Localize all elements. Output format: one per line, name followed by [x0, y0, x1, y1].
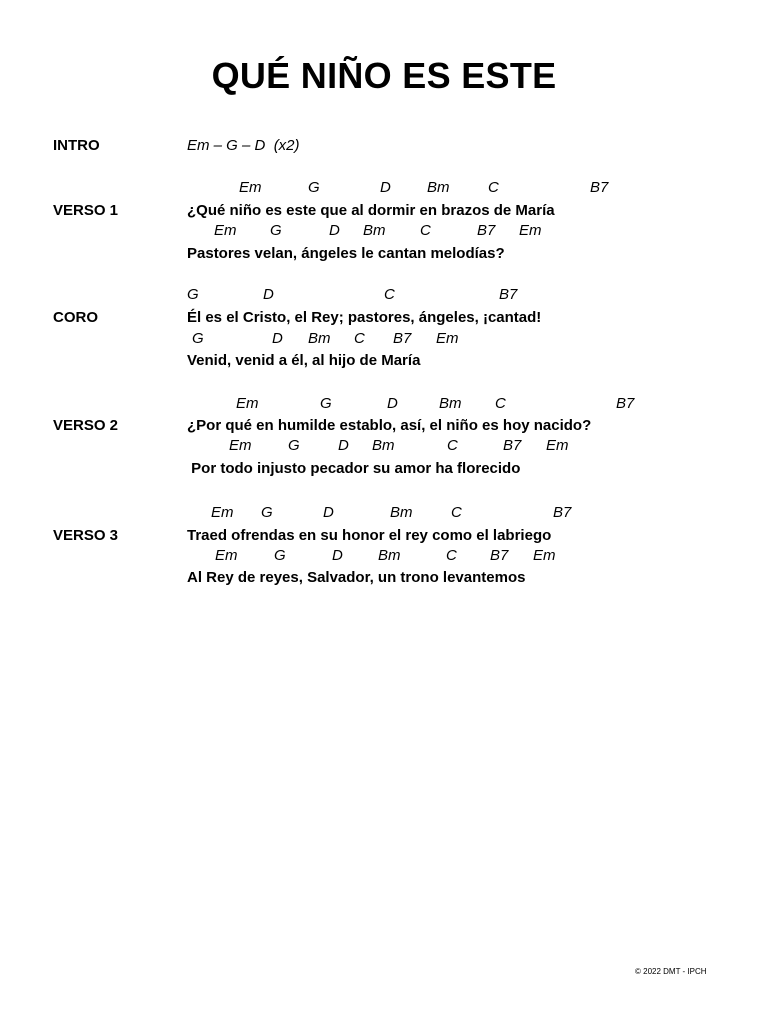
section-label-coro: CORO — [53, 309, 98, 326]
chord: D — [323, 504, 334, 521]
lyric-line: Traed ofrendas en su honor el rey como el labriego — [187, 527, 552, 544]
chord: G — [308, 179, 320, 196]
chord: G — [274, 547, 286, 564]
chord: Em — [215, 547, 238, 564]
section-label-intro: INTRO — [53, 137, 100, 154]
chord: B7 — [616, 395, 635, 412]
chord: Em — [239, 179, 262, 196]
intro-chords: Em – G – D (x2) — [187, 137, 300, 154]
chord: C — [446, 547, 457, 564]
lyric-line: ¿Qué niño es este que al dormir en brazos de María — [187, 202, 555, 219]
chord: Bm — [390, 504, 413, 521]
chord: Em — [519, 222, 542, 239]
chord: Bm — [378, 547, 401, 564]
chord: D — [380, 179, 391, 196]
chord: Em — [436, 330, 459, 347]
chord: Em — [236, 395, 259, 412]
section-label-verso-2: VERSO 2 — [53, 417, 119, 434]
chord: B7 — [490, 547, 509, 564]
chord: D — [387, 395, 398, 412]
chord: G — [192, 330, 204, 347]
chord: Em — [229, 437, 252, 454]
chord: G — [270, 222, 282, 239]
chord: Bm — [308, 330, 331, 347]
chord: G — [187, 286, 199, 303]
chord: G — [288, 437, 300, 454]
chord: Bm — [363, 222, 386, 239]
chord: C — [384, 286, 395, 303]
chord: B7 — [590, 179, 609, 196]
chord: Bm — [372, 437, 395, 454]
section-label-verso-1: VERSO 1 — [53, 202, 119, 219]
chord: B7 — [503, 437, 522, 454]
chord: C — [488, 179, 499, 196]
chord: Bm — [427, 179, 450, 196]
lyric-line: Venid, venid a él, al hijo de María — [187, 352, 421, 369]
chord: G — [320, 395, 332, 412]
chord: G — [261, 504, 273, 521]
lyric-line: Al Rey de reyes, Salvador, un trono levantemos — [187, 569, 526, 586]
chord: B7 — [393, 330, 412, 347]
song-title: QUÉ NIÑO ES ESTE — [211, 55, 557, 96]
chord: Em — [546, 437, 569, 454]
chord: D — [272, 330, 283, 347]
lyric-line: Pastores velan, ángeles le cantan melodías? — [187, 245, 505, 262]
chord: D — [338, 437, 349, 454]
chord: Em — [214, 222, 237, 239]
chord: C — [420, 222, 431, 239]
chord: C — [447, 437, 458, 454]
copyright-footer: © 2022 DMT - IPCH — [635, 967, 707, 976]
chord: D — [329, 222, 340, 239]
chord: D — [332, 547, 343, 564]
section-label-verso-3: VERSO 3 — [53, 527, 119, 544]
chord: Em — [211, 504, 234, 521]
chord: C — [495, 395, 506, 412]
chord: B7 — [553, 504, 572, 521]
chord: D — [263, 286, 274, 303]
lyric-line: ¿Por qué en humilde establo, así, el niño es hoy nacido? — [187, 417, 592, 434]
chord: B7 — [477, 222, 496, 239]
lyric-line: Por todo injusto pecador su amor ha florecido — [187, 460, 521, 477]
chord: B7 — [499, 286, 518, 303]
chord: Bm — [439, 395, 462, 412]
chord: C — [451, 504, 462, 521]
chord: Em — [533, 547, 556, 564]
chord: C — [354, 330, 365, 347]
lyric-line: Él es el Cristo, el Rey; pastores, ángeles, ¡cantad! — [187, 309, 542, 326]
